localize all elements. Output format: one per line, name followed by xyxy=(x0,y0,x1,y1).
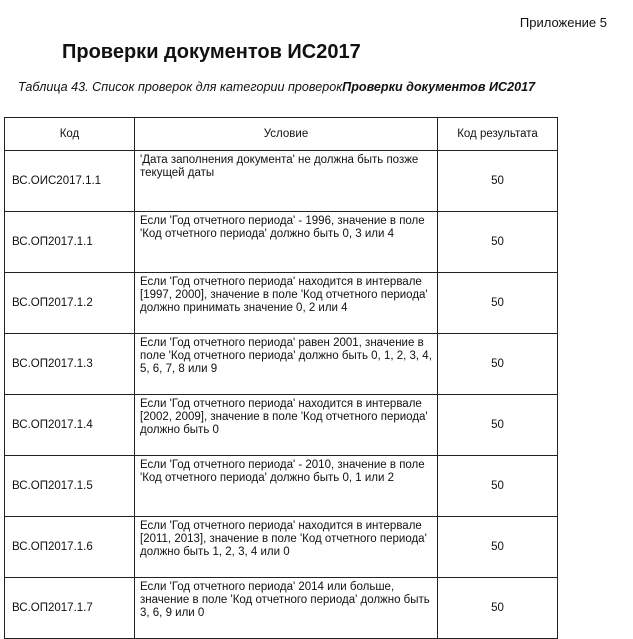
table-caption xyxy=(18,80,535,94)
row-condition: Если 'Год отчетного периода' 2014 или больше, значение в поле 'Код отчетного периода' должно быть 3, 6, 9 или 0 xyxy=(135,578,438,639)
caption-category: Проверки документов ИС2017 xyxy=(342,80,536,94)
row-code: ВС.ОП2017.1.2 xyxy=(5,273,135,334)
row-code: ВС.ОИС2017.1.1 xyxy=(5,151,135,212)
row-code: ВС.ОП2017.1.4 xyxy=(5,395,135,456)
column-header-result: Код результата xyxy=(438,118,558,151)
row-code: ВС.ОП2017.1.3 xyxy=(5,334,135,395)
row-result: 50 xyxy=(438,517,558,578)
row-result: 50 xyxy=(438,578,558,639)
appendix-label: Приложение 5 xyxy=(519,15,607,30)
row-result: 50 xyxy=(438,395,558,456)
row-condition: Если 'Год отчетного периода' - 2010, значение в поле 'Код отчетного периода' должно быть 0, 1 или 2 xyxy=(135,456,438,517)
column-header-condition: Условие xyxy=(135,118,438,151)
column-header-code: Код xyxy=(5,118,135,151)
row-code: ВС.ОП2017.1.7 xyxy=(5,578,135,639)
row-condition: Если 'Год отчетного периода' - 1996, значение в поле 'Код отчетного периода' должно быть 0, 3 или 4 xyxy=(135,212,438,273)
checks-table xyxy=(4,117,558,639)
row-code: ВС.ОП2017.1.6 xyxy=(5,517,135,578)
table-row xyxy=(5,334,558,395)
table-row xyxy=(5,395,558,456)
row-condition: Если 'Год отчетного периода' равен 2001, значение в поле 'Код отчетного периода' должно быть 0, 1, 2, 3, 4, 5, 6, 7, 8 или 9 xyxy=(135,334,438,395)
table-row xyxy=(5,212,558,273)
row-result: 50 xyxy=(438,151,558,212)
row-result: 50 xyxy=(438,273,558,334)
row-condition: Если 'Год отчетного периода' находится в интервале [2011, 2013], значение в поле 'Код отчетного периода' должно быть 1, 2, 3, 4 или 0 xyxy=(135,517,438,578)
row-condition: 'Дата заполнения документа' не должна быть позже текущей даты xyxy=(135,151,438,212)
row-code: ВС.ОП2017.1.5 xyxy=(5,456,135,517)
caption-text: Таблица 43. Список проверок для категории проверок xyxy=(18,80,343,94)
row-code: ВС.ОП2017.1.1 xyxy=(5,212,135,273)
table-header-row xyxy=(5,118,558,151)
row-condition: Если 'Год отчетного периода' находится в интервале [2002, 2009], значение в поле 'Код отчетного периода' должно быть 0 xyxy=(135,395,438,456)
table-row xyxy=(5,517,558,578)
table-row xyxy=(5,456,558,517)
row-result: 50 xyxy=(438,212,558,273)
row-result: 50 xyxy=(438,456,558,517)
row-condition: Если 'Год отчетного периода' находится в интервале [1997, 2000], значение в поле 'Код отчетного периода' должно принимать значение 0, 2 или 4 xyxy=(135,273,438,334)
table-row xyxy=(5,151,558,212)
table-row xyxy=(5,578,558,639)
row-result: 50 xyxy=(438,334,558,395)
table-row xyxy=(5,273,558,334)
page-title: Проверки документов ИС2017 xyxy=(62,41,361,63)
